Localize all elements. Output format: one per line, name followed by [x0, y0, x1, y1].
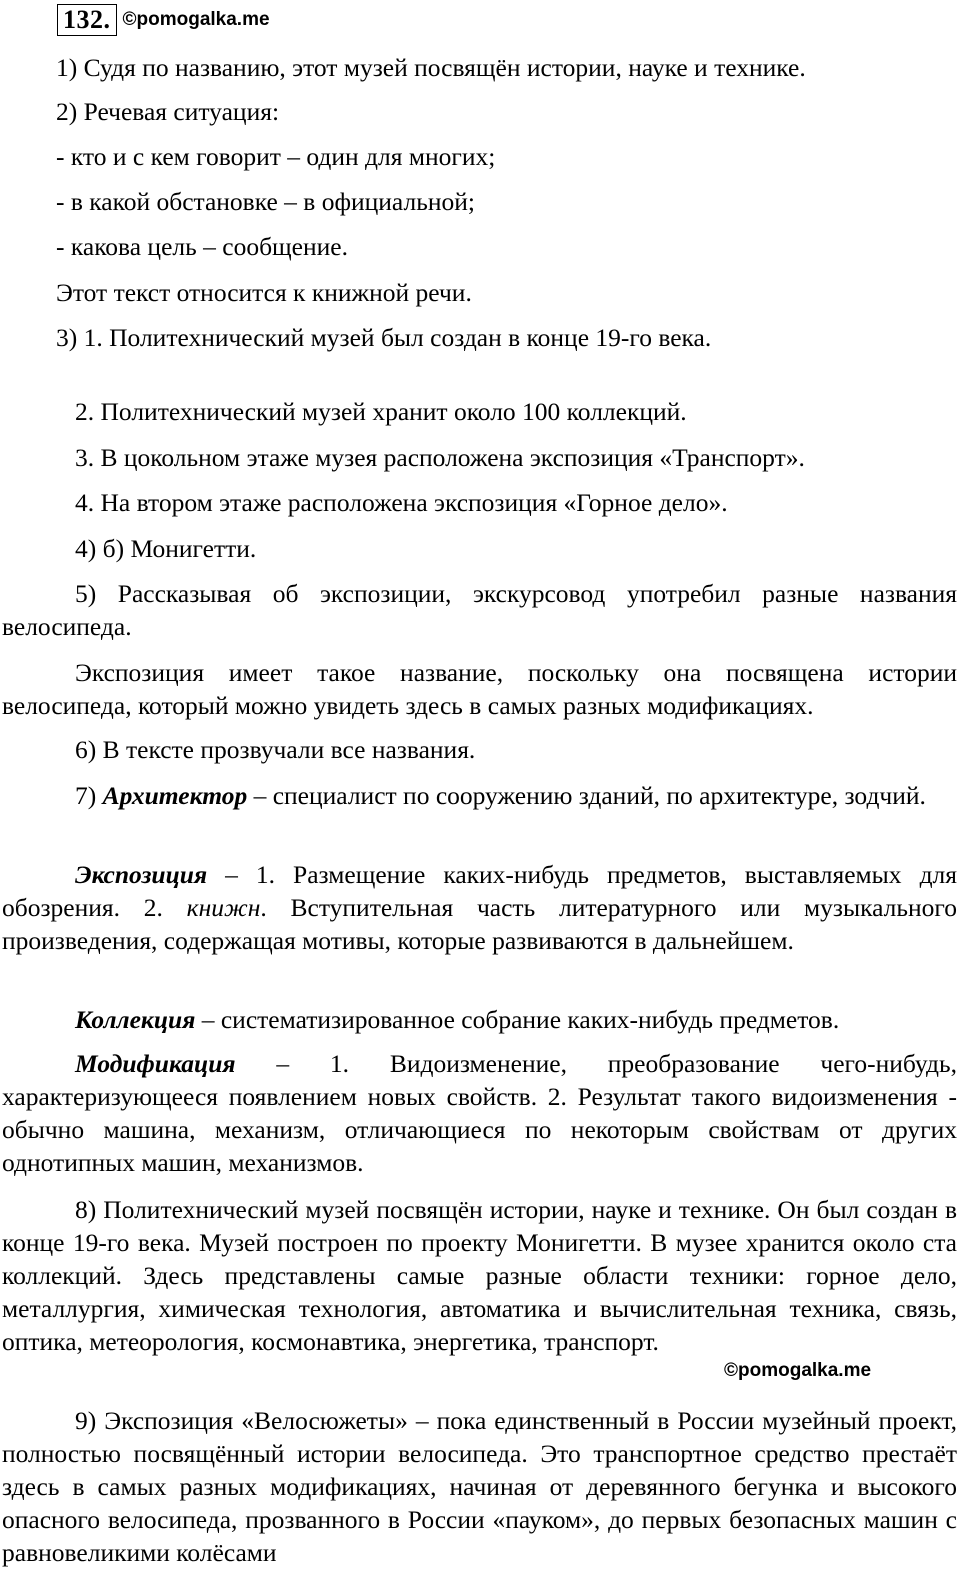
answer-line-11: 4) б) Монигетти.	[75, 534, 257, 563]
paragraph-5: 5) Рассказывая об экспозиции, экскурсовод употребил разные названия велосипеда.	[2, 579, 957, 641]
term-collection: Коллекция	[75, 1005, 196, 1034]
answer-line-5: - какова цель – сообщение.	[56, 232, 348, 261]
answer-line-8: 2. Политехнический музей хранит около 100 коллекций.	[75, 397, 687, 426]
watermark-bottom: ©pomogalka.me	[724, 1360, 872, 1381]
term-exposition-definition-2: . Вступительная часть литературного или музыкального произведения, содержащая мотивы, которые развиваются в дальнейшем.	[2, 893, 957, 955]
term-modification: Модификация	[75, 1049, 236, 1078]
term-exposition-abbr: книжн	[186, 893, 261, 922]
paragraph-7	[2, 779, 957, 812]
paragraph-collection	[2, 1003, 957, 1036]
paragraph-8: 8) Политехнический музей посвящён истории, науке и технике. Он был создан в конце 19-го века. Музей построен по проекту Монигетти. В музее хранится около ста коллекций. Здесь представлены самые разные области техники: горное дело, металлургия, химическая технология, автоматика и вычислительная техника, связь, оптика, метеорология, космонавтика, энергетика, транспорт.	[2, 1195, 957, 1356]
answer-line-3: - кто и с кем говорит – один для многих;	[56, 142, 496, 171]
term-architect-definition: – специалист по сооружению зданий, по архитектуре, зодчий.	[247, 781, 926, 810]
term-architect: Архитектор	[102, 781, 248, 810]
answer-line-10: 4. На втором этаже расположена экспозиция «Горное дело».	[75, 488, 728, 517]
answer-line-1: 1) Судя по названию, этот музей посвящён истории, науке и технике.	[56, 53, 806, 82]
paragraph-modification	[2, 1047, 957, 1179]
paragraph-exposition	[2, 858, 957, 957]
answer-line-4: - в какой обстановке – в официальной;	[56, 187, 475, 216]
term-collection-definition: – систематизированное собрание каких-нибудь предметов.	[195, 1005, 840, 1034]
paragraph-5b: Экспозиция имеет такое название, поскольку она посвящена истории велосипеда, который можно увидеть здесь в самых разных модификациях.	[2, 658, 957, 720]
term-exposition-definition-1: – 1. Размещение каких-нибудь предметов, выставляемых для обозрения. 2.	[2, 860, 957, 922]
answer-line-2: 2) Речевая ситуация:	[56, 97, 280, 126]
answer-line-6: Этот текст относится к книжной речи.	[56, 278, 472, 307]
page-header	[57, 3, 270, 37]
answer-line-9: 3. В цокольном этаже музея расположена экспозиция «Транспорт».	[75, 443, 805, 472]
answer-line-7: 3) 1. Политехнический музей был создан в конце 19-го века.	[56, 323, 712, 352]
paragraph-6: 6) В тексте прозвучали все названия.	[75, 735, 476, 764]
task-number: 132.	[57, 4, 117, 36]
paragraph-9: 9) Экспозиция «Велосюжеты» – пока единственный в России музейный проект, полностью посвящённый истории велосипеда. Это транспортное средство престаёт здесь в самых разных модификациях, начиная от деревянного бегунка и высокого опасного велосипеда, прозванного в России «пауком», до первых безопасных машин с равновеликими колёсами	[2, 1406, 957, 1567]
term-modification-definition: – 1. Видоизменение, преобразование чего-нибудь, характеризующееся появлением новых свойств. 2. Результат такого видоизменения - обычно машина, механизм, отличающиеся по некоторым свойствам от других однотипных машин, механизмов.	[2, 1049, 957, 1177]
term-exposition: Экспозиция	[75, 860, 208, 889]
paragraph-7-prefix: 7)	[75, 781, 103, 810]
watermark: ©pomogalka.me	[122, 9, 270, 30]
